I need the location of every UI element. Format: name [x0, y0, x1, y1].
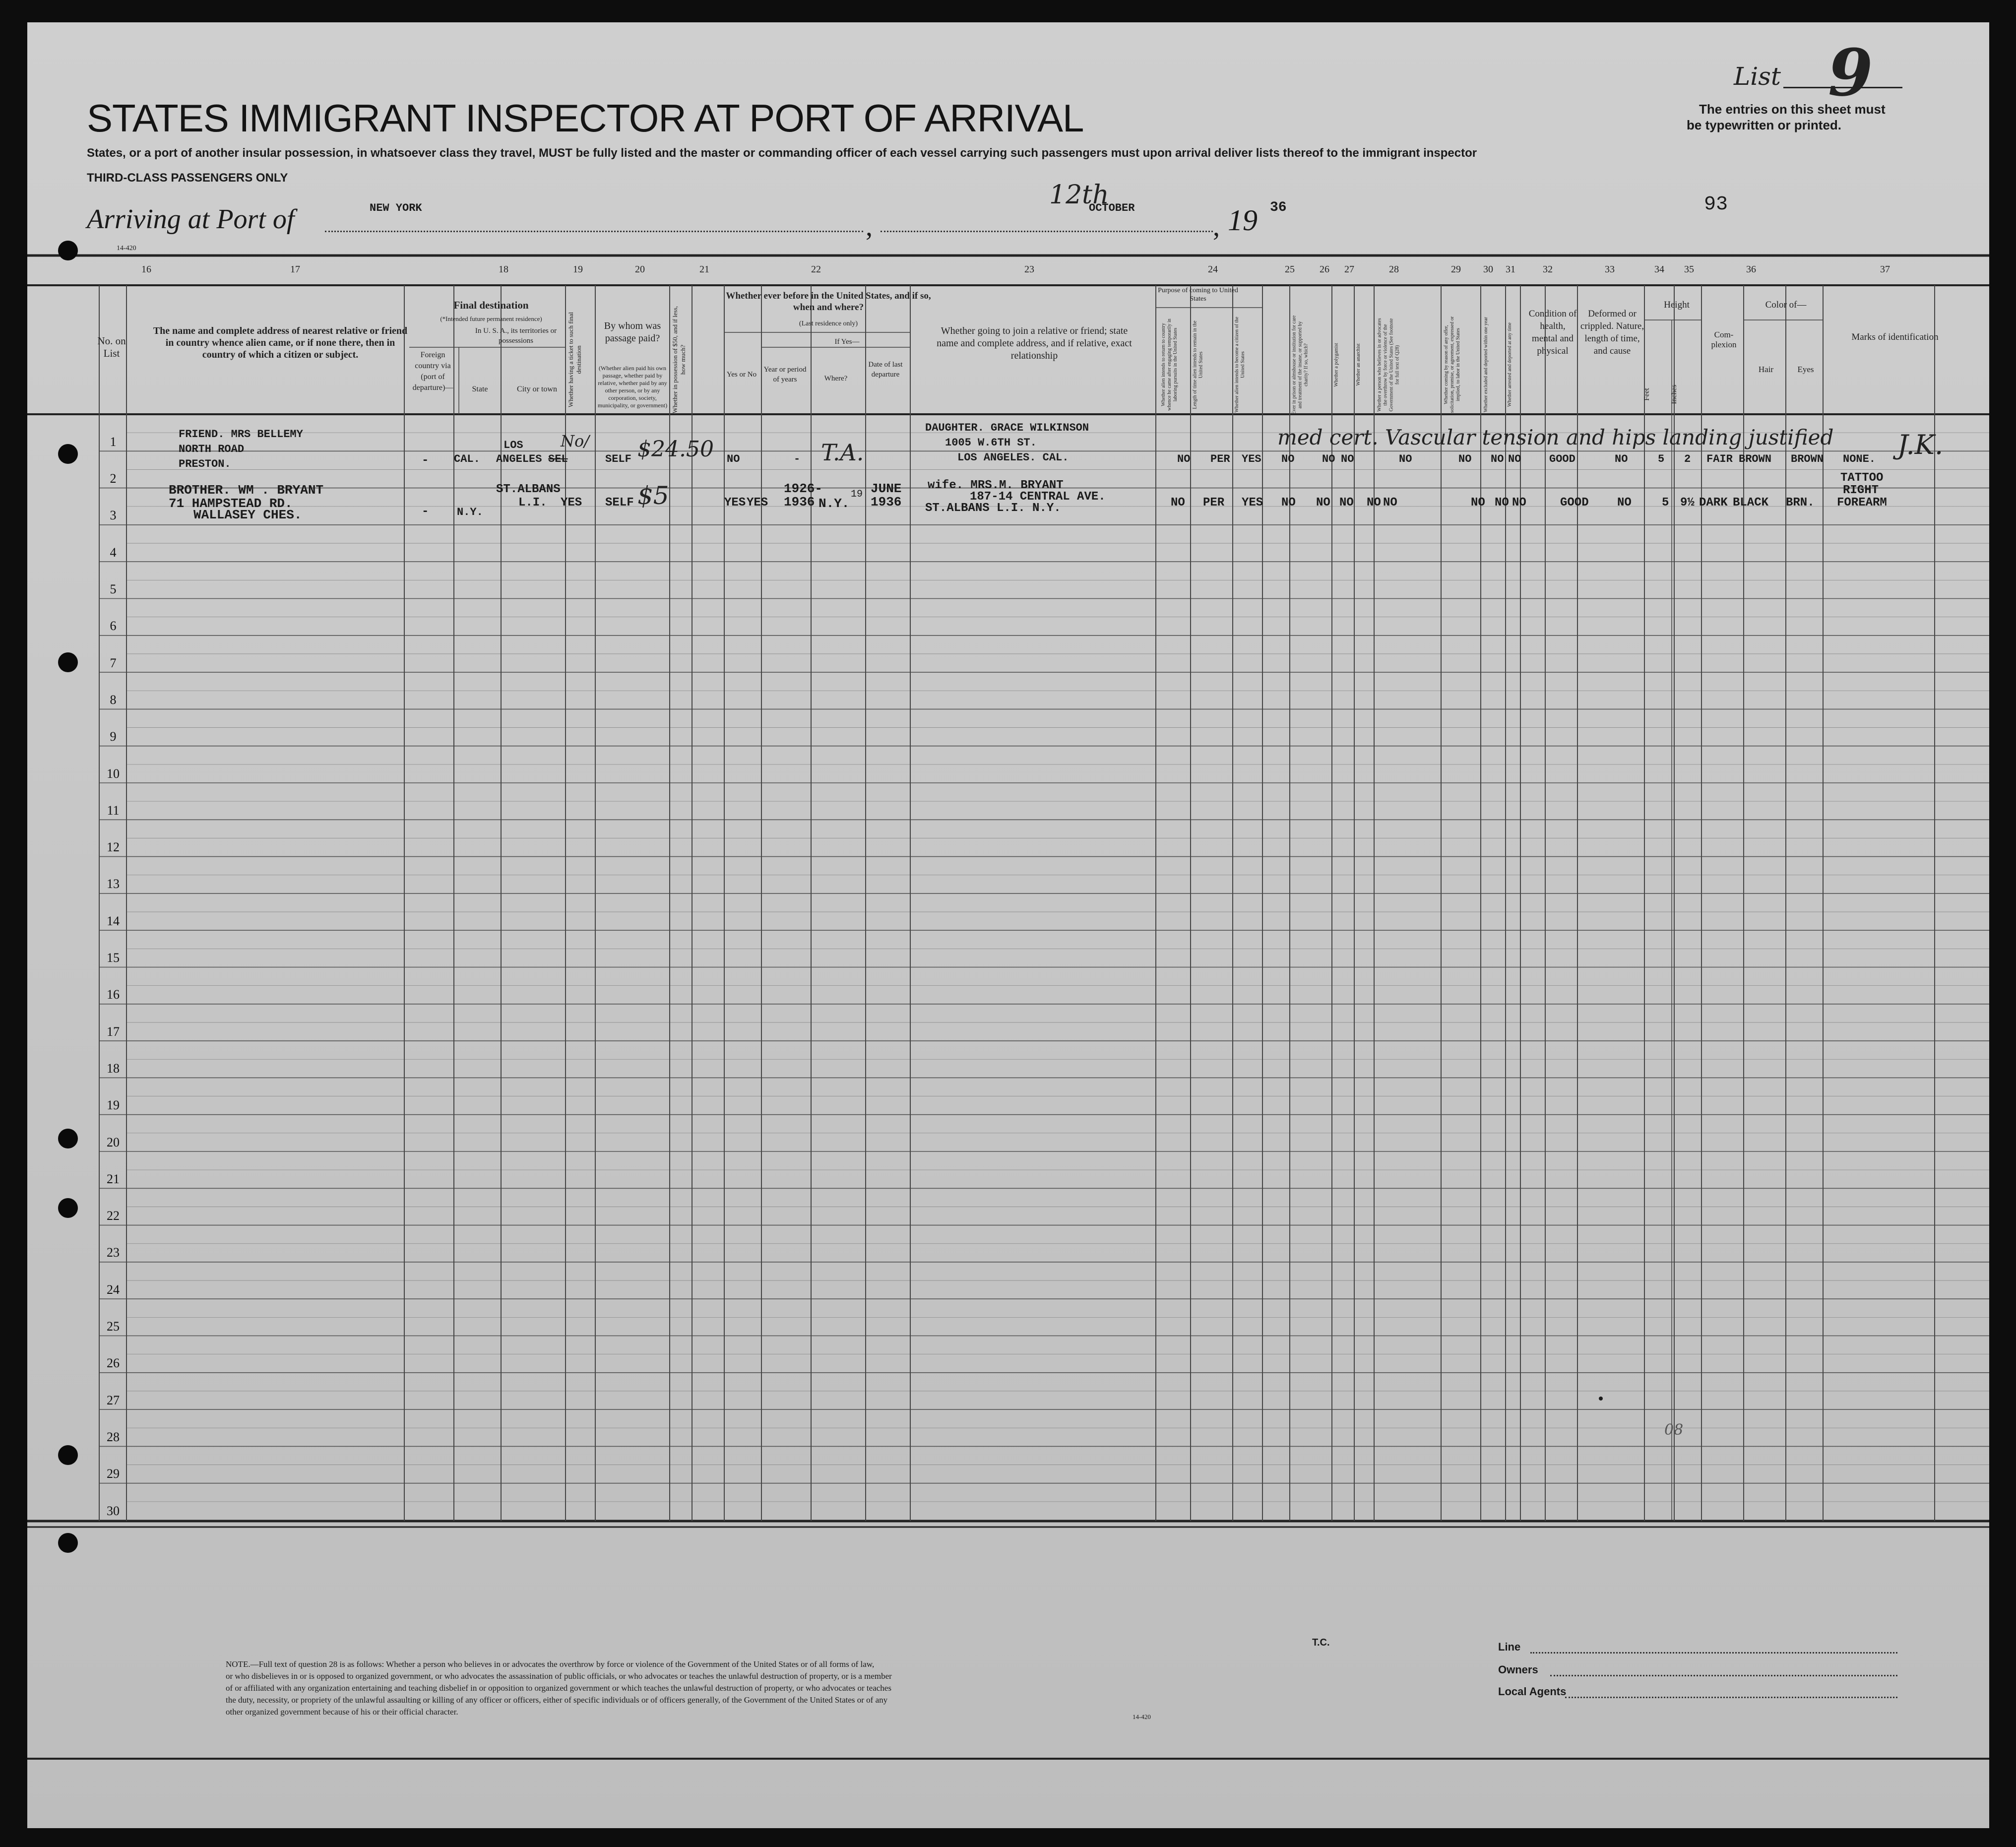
- header-city: City or town: [517, 385, 557, 393]
- row2-q29: NO: [1471, 496, 1485, 510]
- header-final-destination-note: (*Intended future permanent residence): [440, 315, 542, 322]
- row-number: 30: [107, 1503, 120, 1518]
- column-number: 30: [1483, 264, 1493, 275]
- header-in-usa: In U. S. A., its territories or possessions: [475, 327, 557, 345]
- column-number: 32: [1543, 264, 1553, 275]
- header-ever-before: Whether ever before in the United States, and if so, when and where?: [726, 291, 931, 313]
- row2-hair: BLACK: [1733, 496, 1769, 510]
- header-year-period: Year or period of years: [763, 366, 807, 383]
- header-foreign-country: Foreign country via (port of departure)—: [412, 351, 453, 392]
- row2-complexion: DARK: [1699, 496, 1728, 510]
- row1-eyes: BROWN: [1791, 453, 1824, 465]
- row2-join-3: ST.ALBANS L.I. N.Y.: [925, 502, 1061, 515]
- row-number: 7: [110, 655, 117, 670]
- column-number: 33: [1605, 264, 1615, 275]
- header-q31: Whether arrested and deported at any time: [1507, 322, 1512, 407]
- ruled-grid: [27, 22, 1989, 1828]
- medical-annotation: med cert. Vascular tension and hips landing justified: [1277, 425, 1834, 449]
- row-number: 2: [110, 471, 117, 486]
- arrival-day: 12th: [1049, 180, 1109, 210]
- year-prefix: 19: [1228, 204, 1258, 237]
- date-underline: [881, 231, 1213, 232]
- footer-owners-label: Owners: [1498, 1663, 1538, 1676]
- row2-where: N.Y.: [819, 496, 850, 511]
- footer-line-label: Line: [1498, 1641, 1521, 1653]
- header-deformed: Deformed or crippled. Nature, length of time, and cause: [1580, 309, 1644, 356]
- column-number: 34: [1654, 264, 1664, 275]
- row-number: 4: [110, 545, 117, 560]
- column-number: 20: [635, 264, 645, 275]
- header-q28: Whether a person who believes in or advocates the overthrow by force or violence of the Government of the United States (See footnote for full text of Q28): [1377, 318, 1400, 412]
- row1-purpose-a: NO: [1177, 453, 1191, 465]
- column-number: 25: [1285, 264, 1295, 275]
- header-where: Where?: [824, 375, 848, 382]
- row1-q30: NO: [1491, 453, 1504, 465]
- header-date-departure: Date of last departure: [868, 361, 903, 379]
- row-number: 5: [110, 582, 117, 597]
- row2-join-2: 187-14 CENTRAL AVE.: [970, 490, 1106, 504]
- row1-purpose-b: PER: [1210, 453, 1230, 465]
- row2-relative-3: WALLASEY CHES.: [193, 508, 302, 522]
- punch-hole: [58, 444, 78, 464]
- header-prison: Ever in prison or almshouse or institution for care and treatment of the insane, or supported by charity? If so, which?: [1291, 315, 1309, 414]
- page-title: STATES IMMIGRANT INSPECTOR AT PORT OF ARRIVAL: [87, 96, 1084, 140]
- column-number: 17: [290, 264, 300, 275]
- header-purpose-a: Whether alien intends to return to country whence he came after engaging temporarily in laboring pursuits in the United States: [1161, 318, 1178, 411]
- row1-complexion: FAIR: [1706, 453, 1733, 465]
- header-passage-paid-note: (Whether alien paid his own passage, whether paid by relative, whether paid by any other person, or by any corporation, society, municipality, or government): [597, 365, 668, 409]
- row-number: 10: [107, 766, 120, 781]
- footer-line-rule: [1530, 1652, 1897, 1654]
- header-purpose: Purpose of coming to United States: [1158, 287, 1238, 303]
- row1-purpose-c: YES: [1242, 453, 1261, 465]
- row1-join-1: DAUGHTER. GRACE WILKINSON: [925, 422, 1089, 434]
- row1-year-period: -: [794, 453, 801, 465]
- punch-hole: [58, 652, 78, 672]
- row2-purpose-a: NO: [1171, 496, 1185, 510]
- row2-money: $5: [637, 481, 669, 510]
- row2-marks-3: FOREARM: [1837, 496, 1887, 510]
- column-number: 18: [499, 264, 508, 275]
- column-number: 29: [1451, 264, 1461, 275]
- footer-owners-rule: [1550, 1675, 1897, 1676]
- punch-hole: [58, 1198, 78, 1218]
- punch-hole: [58, 1445, 78, 1465]
- page-number: 93: [1704, 193, 1728, 216]
- header-q29: Whether coming by reason of any offer, solicitation, promise, or agreement, expressed or implied, to labor in the United States: [1444, 316, 1461, 413]
- header-hair: Hair: [1758, 365, 1774, 374]
- row-number: 9: [110, 729, 117, 744]
- row-number: 15: [107, 951, 120, 965]
- row-number: 23: [107, 1245, 120, 1260]
- row2-city-2: L.I.: [518, 496, 547, 510]
- row1-q29: NO: [1458, 453, 1472, 465]
- port-underline: [325, 231, 863, 232]
- arriving-label: Arriving at Port of: [87, 204, 295, 235]
- comma-2: ,: [1213, 211, 1220, 242]
- header-no-on-list: No. on List: [97, 335, 126, 359]
- row-number: 8: [110, 692, 117, 707]
- list-label: List: [1734, 62, 1781, 91]
- footer-note-4: the duty, necessity, or propriety of the unlawful assaulting or killing of any officer or officers, either of specific individuals or of officers generally, of the Government of the United States or of any: [226, 1695, 888, 1705]
- row2-marks-2: RIGHT: [1843, 484, 1879, 497]
- row2-q28: NO: [1367, 496, 1381, 510]
- column-number: 26: [1320, 264, 1329, 275]
- manifest-sheet: [27, 22, 1989, 1828]
- column-number: 31: [1506, 264, 1515, 275]
- row1-join-2: 1005 W.6TH ST.: [945, 437, 1037, 449]
- row2-deformed: NO: [1617, 496, 1632, 510]
- column-number: 21: [699, 264, 709, 275]
- row2-purpose-c: YES: [1242, 496, 1263, 510]
- header-ever-before-note: (Last residence only): [799, 320, 858, 327]
- stray-mark: 08: [1664, 1421, 1684, 1439]
- header-health: Condition of health, mental and physical: [1528, 309, 1577, 356]
- row-number: 11: [107, 803, 120, 818]
- punch-hole: [58, 241, 78, 260]
- column-number: 24: [1208, 264, 1218, 275]
- row2-year-1: 1926-: [784, 481, 823, 496]
- column-number: 37: [1880, 264, 1890, 275]
- row2-relative-1: BROTHER. WM . BRYANT: [169, 483, 324, 498]
- row1-state: CAL.: [454, 453, 480, 465]
- row1-money: $24.50: [637, 437, 714, 462]
- row-number: 14: [107, 913, 120, 928]
- row1-anarchist: NO: [1341, 453, 1354, 465]
- header-color-of: Color of—: [1765, 300, 1807, 310]
- row2-ever-before: YES: [724, 496, 746, 510]
- footer-agents-rule: [1565, 1697, 1897, 1698]
- row2-marks-1: TATTOO: [1840, 471, 1884, 485]
- row1-hair: BROWN: [1739, 453, 1772, 465]
- column-number: 23: [1024, 264, 1034, 275]
- row-number: 19: [107, 1098, 120, 1113]
- column-number: 16: [141, 264, 151, 275]
- year-suffix: 36: [1270, 200, 1287, 215]
- row-number: 3: [110, 508, 117, 523]
- row-number: 29: [107, 1466, 120, 1481]
- column-number: 36: [1746, 264, 1756, 275]
- row2-anarchist: NO: [1339, 496, 1354, 510]
- header-inches: Inches: [1670, 384, 1678, 404]
- header-eyes: Eyes: [1797, 365, 1814, 374]
- row-number: 25: [107, 1319, 120, 1334]
- row1-prison: NO: [1281, 453, 1295, 465]
- row1-ticket-hand: No/: [561, 432, 590, 450]
- row2-eyes: BRN.: [1786, 496, 1815, 510]
- row-number: 18: [107, 1061, 120, 1076]
- row2-ticket: YES: [561, 496, 582, 510]
- row-number: 6: [110, 619, 117, 634]
- row2-state: N.Y.: [457, 506, 483, 518]
- row1-join-3: LOS ANGELES. CAL.: [957, 451, 1069, 464]
- row1-foreign-country: -: [422, 454, 429, 467]
- column-number: 28: [1389, 264, 1399, 275]
- row-number: 16: [107, 987, 120, 1002]
- footer-note-1: NOTE.—Full text of question 28 is as follows: Whether a person who believes in or advocates the overthrow by force or violence of the Government of the United States or of all forms of law,: [226, 1659, 875, 1669]
- row1-relative-2: NORTH ROAD: [179, 443, 245, 455]
- row2-feet: 5: [1662, 496, 1669, 510]
- row2-date-1: 19: [851, 489, 863, 500]
- row1-deformed: NO: [1615, 453, 1628, 465]
- header-ticket: Whether having a ticket to such final destination: [567, 312, 582, 408]
- instruction-line-2: THIRD-CLASS PASSENGERS ONLY: [87, 171, 288, 185]
- row2-polygamist: NO: [1316, 496, 1330, 510]
- punch-hole: [58, 1129, 78, 1148]
- row2-city-1: ST.ALBANS: [496, 483, 561, 496]
- row1-where: T.A.: [821, 439, 864, 466]
- header-relative-address: The name and complete address of nearest relative or friend in country whence alien came, or if none there, then in country of which a citizen or subject.: [153, 325, 408, 360]
- entries-note-1: The entries on this sheet must: [1699, 102, 1886, 117]
- row1-city-2: ANGELES: [496, 453, 542, 465]
- port-value: NEW YORK: [370, 202, 422, 214]
- footer-agents-label: Local Agents: [1498, 1685, 1567, 1698]
- row1-marks: NONE.: [1843, 453, 1876, 465]
- header-join-relative: Whether going to join a relative or friend; state name and complete address, and if relative, exact relationship: [937, 325, 1132, 361]
- footer-note-2: or who disbelieves in or is opposed to organized government, or who advocates the assassination of public officials, or who advocates or teaches the unlawful destruction of property, or is a member: [226, 1671, 892, 1681]
- row-number: 21: [107, 1171, 120, 1186]
- row1-ever-before: NO: [727, 453, 740, 465]
- row1-inches: 2: [1684, 453, 1691, 465]
- header-if-yes: If Yes—: [834, 338, 860, 346]
- row2-year-2: 1936: [784, 495, 815, 510]
- form-code-top: 14-420: [117, 245, 136, 252]
- row2-q31: NO: [1512, 496, 1526, 510]
- header-anarchist: Whether an anarchist: [1356, 343, 1361, 386]
- row1-paid-by: SELF: [605, 453, 631, 465]
- row1-health: GOOD: [1549, 453, 1575, 465]
- header-height: Height: [1664, 300, 1690, 310]
- row1-ticket: SEL: [548, 453, 568, 465]
- row-number: 1: [110, 434, 117, 449]
- row1-q31: NO: [1508, 453, 1521, 465]
- row2-prison: NO: [1281, 496, 1296, 510]
- row2-purpose-b: PER: [1203, 496, 1225, 510]
- row2-join-1: wife. MRS.M. BRYANT: [928, 479, 1064, 492]
- row1-feet: 5: [1658, 453, 1665, 465]
- entries-note-2: be typewritten or printed.: [1687, 118, 1842, 132]
- header-purpose-b: Length of time alien intends to remain in the United States: [1192, 320, 1203, 409]
- row-number: 20: [107, 1135, 120, 1149]
- row1-relative-1: FRIEND. MRS BELLEMY: [179, 428, 303, 441]
- punch-hole: [58, 1533, 78, 1553]
- header-passage-paid: By whom was passage paid?: [604, 320, 661, 344]
- row2-q30: NO: [1495, 496, 1509, 510]
- row1-q28: NO: [1399, 453, 1412, 465]
- header-yes-no: Yes or No: [726, 371, 757, 379]
- instruction-line-1: States, or a port of another insular possession, in whatsoever class they travel, MUST be fully listed and the master or commanding officer of each vessel carrying such passengers must upon arrival deliver lists thereof to the immigrant inspector: [87, 146, 1477, 160]
- row1-polygamist: NO: [1322, 453, 1335, 465]
- header-possession-50: Whether in possession of $50, and if less, how much?: [671, 306, 687, 414]
- row-number: 12: [107, 840, 120, 855]
- header-marks: Marks of identification: [1851, 332, 1939, 342]
- row-number: 17: [107, 1024, 120, 1039]
- row2-q28b: NO: [1383, 496, 1397, 510]
- footer-note-3: of or affiliated with any organization entertaining and teaching disbelief in or opposition to organized government or which teaches the unlawful destruction of property, or who advocates or teaches: [226, 1683, 891, 1693]
- stray-dot: [1599, 1397, 1603, 1401]
- row2-health: GOOD: [1560, 496, 1589, 510]
- column-number: 22: [811, 264, 821, 275]
- column-number: 19: [573, 264, 583, 275]
- header-polygamist: Whether a polygamist: [1333, 342, 1339, 387]
- row-number: 27: [107, 1393, 120, 1407]
- header-complexion: Com- plexion: [1711, 330, 1737, 349]
- column-number: 27: [1344, 264, 1354, 275]
- arrival-month: OCTOBER: [1089, 202, 1135, 214]
- row-number: 13: [107, 877, 120, 892]
- column-number: 35: [1684, 264, 1694, 275]
- row1-city-1: LOS: [504, 439, 523, 451]
- header-q30: Whether excluded and deported within one year: [1483, 317, 1489, 413]
- list-number: 9: [1828, 35, 1873, 111]
- row2-foreign-country: -: [422, 505, 429, 518]
- row1-relative-3: PRESTON.: [179, 458, 231, 470]
- footer-form-code: 14-420: [1133, 1713, 1151, 1720]
- row2-paid-by: SELF: [605, 496, 634, 510]
- row2-date-3: 1936: [871, 495, 902, 510]
- footer-note-5: other organized government because of his or their official character.: [226, 1707, 458, 1717]
- row-number: 28: [107, 1429, 120, 1444]
- comma: ,: [866, 211, 873, 242]
- header-feet: Feet: [1643, 388, 1651, 401]
- header-purpose-c: Whether alien intends to become a citizen of the United States: [1234, 317, 1246, 413]
- row2-inches: 9½: [1680, 496, 1695, 510]
- header-final-destination: Final destination: [453, 299, 529, 311]
- row-number: 22: [107, 1209, 120, 1223]
- row2-date-2: JUNE: [871, 481, 902, 496]
- footer-tc: T.C.: [1312, 1637, 1330, 1648]
- row-number: 24: [107, 1282, 120, 1297]
- row-number: 26: [107, 1356, 120, 1371]
- row2-relative-2: 71 HAMPSTEAD RD.: [169, 496, 293, 511]
- header-state: State: [472, 385, 488, 393]
- annotation-initials: J.K.: [1897, 429, 1944, 460]
- row2-ever-before-2: YES: [747, 496, 768, 510]
